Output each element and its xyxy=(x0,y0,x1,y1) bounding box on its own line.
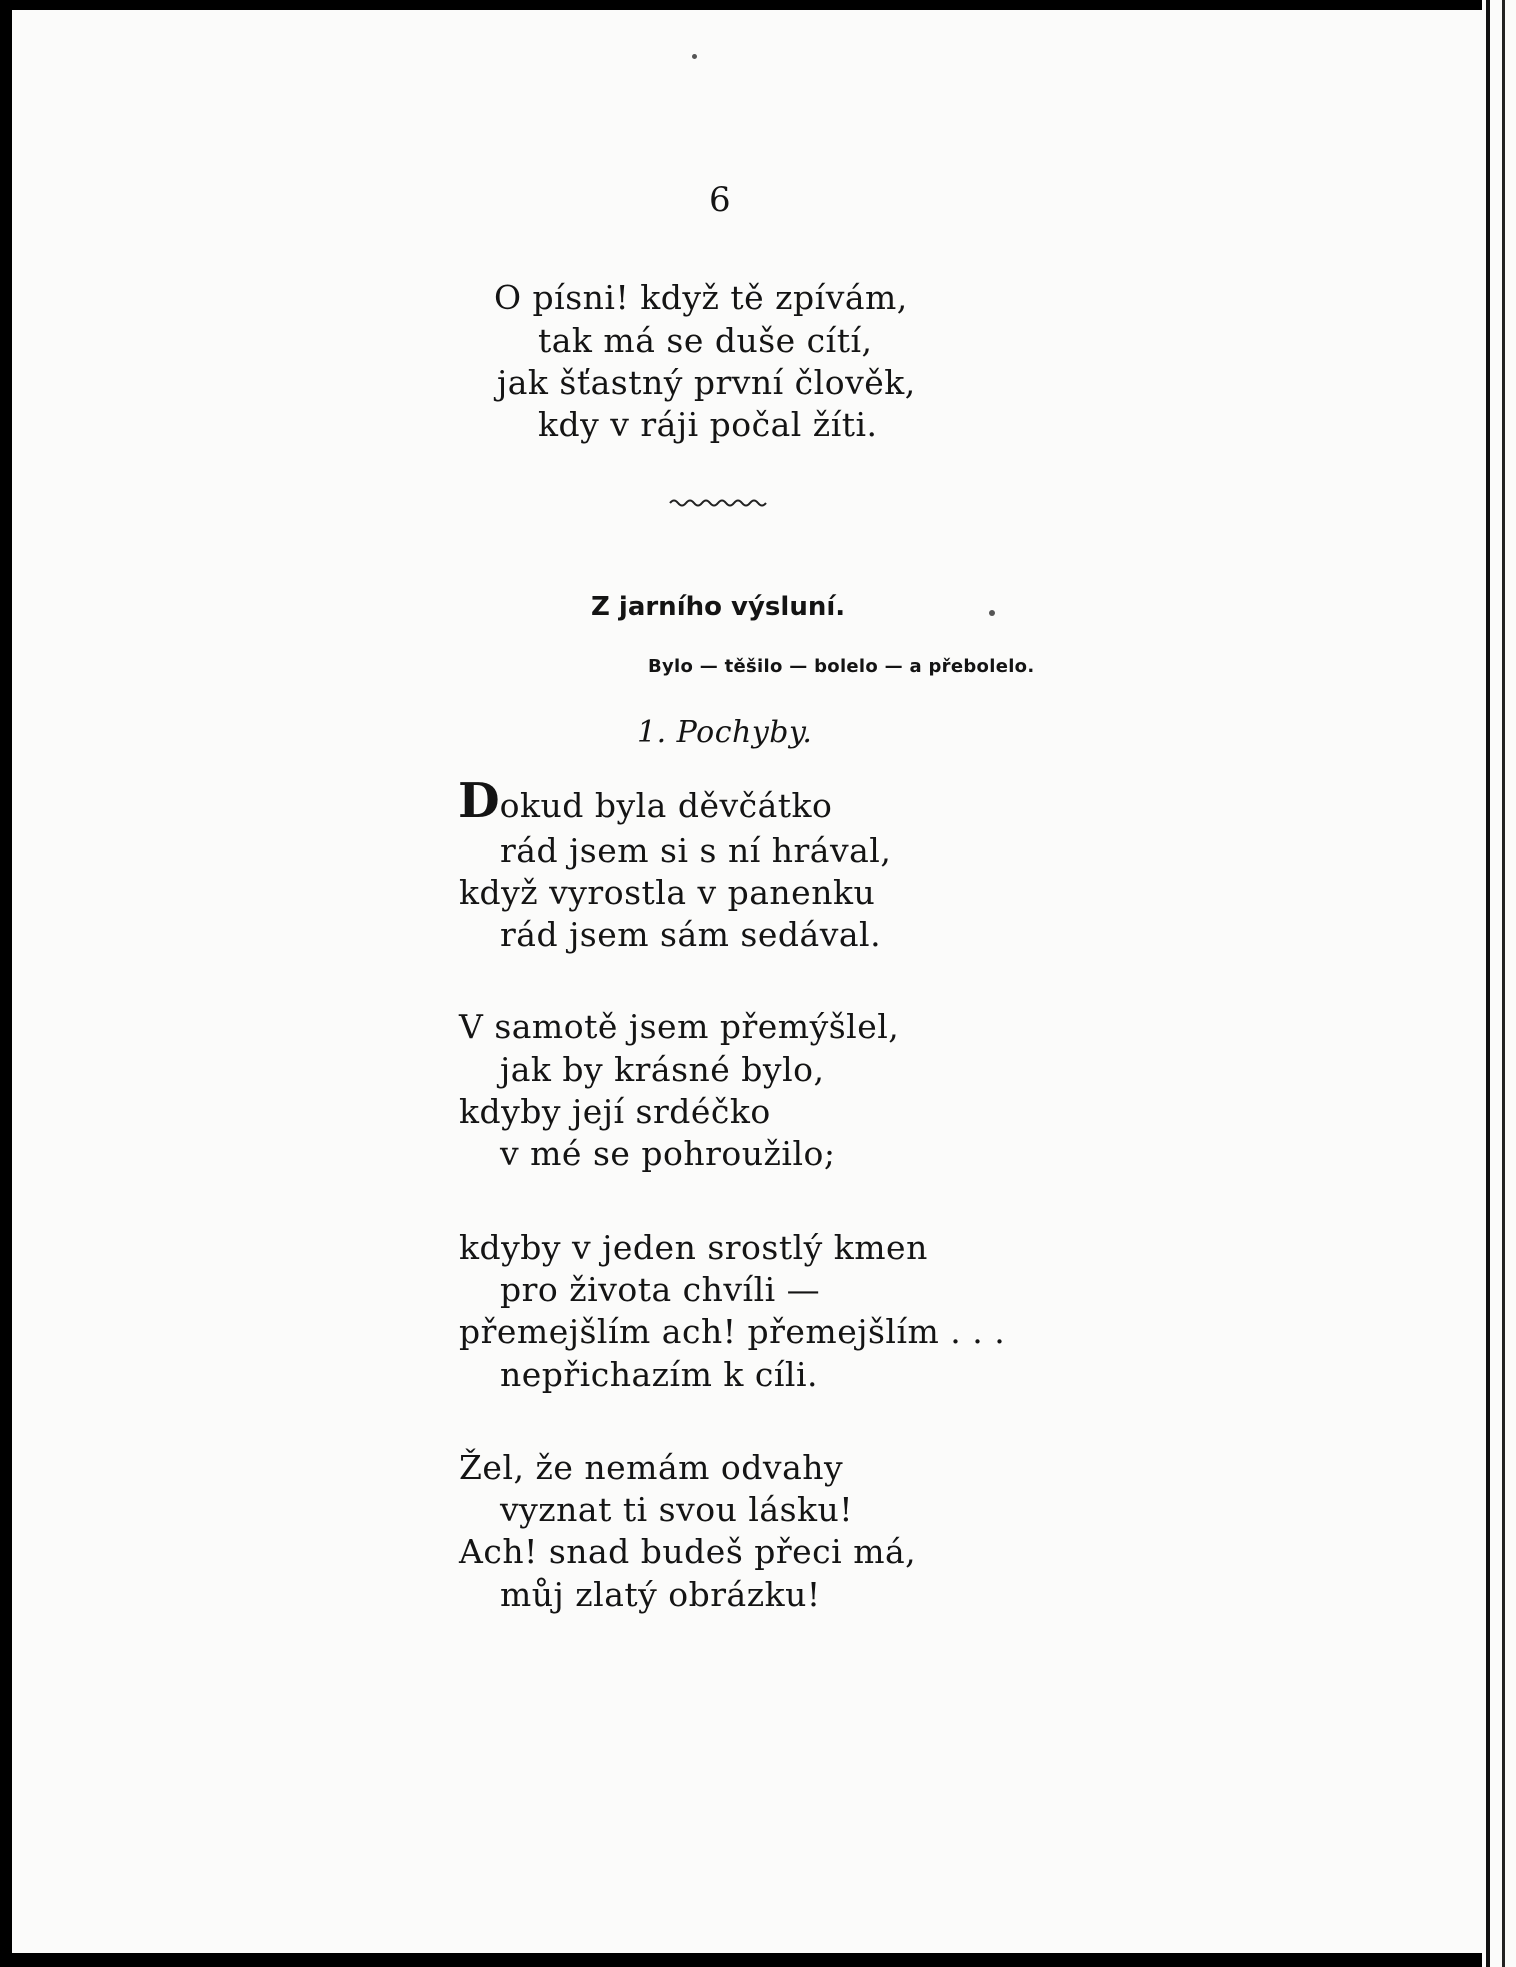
poem-line: když vyrostla v panenku xyxy=(459,873,876,912)
edge-line xyxy=(1486,0,1490,1967)
page-edge xyxy=(1482,0,1516,1967)
ink-speck xyxy=(692,54,697,59)
section-title: Z jarního výsluní. xyxy=(591,592,846,622)
intro-line: kdy v ráji počal žíti. xyxy=(538,405,878,444)
poem-title: 1. Pochyby. xyxy=(637,715,813,750)
motto: Bylo — těšilo — bolelo — a přebolelo. xyxy=(648,656,1035,677)
poem-line: Ach! snad budeš přeci má, xyxy=(459,1532,917,1571)
poem-first-line-rest: okud byla děvčátko xyxy=(499,786,833,825)
poem-line: Žel, že nemám odvahy xyxy=(459,1448,844,1487)
intro-line: jak šťastný první člověk, xyxy=(497,363,916,402)
ink-speck xyxy=(989,610,995,616)
poem-line: rád jsem sám sedával. xyxy=(500,915,882,954)
page-number: 6 xyxy=(709,180,732,220)
poem-line: v mé se pohroužilo; xyxy=(500,1134,836,1173)
poem-line: vyznat ti svou lásku! xyxy=(500,1490,854,1529)
poem-line: rád jsem si s ní hrával, xyxy=(500,831,892,870)
poem-line: pro života chvíli — xyxy=(500,1270,821,1309)
poem-first-line xyxy=(458,773,833,829)
wavy-divider-ornament xyxy=(668,495,768,509)
edge-line xyxy=(1502,0,1505,1967)
drop-cap: D xyxy=(458,773,500,829)
poem-line: kdyby její srdéčko xyxy=(459,1092,771,1131)
intro-line: tak má se duše cítí, xyxy=(538,321,873,360)
poem-line: kdyby v jeden srostlý kmen xyxy=(459,1228,928,1267)
poem-line: V samotě jsem přemýšlel, xyxy=(459,1007,900,1046)
intro-line: O písni! když tě zpívám, xyxy=(494,278,908,317)
poem-line: nepřichazím k cíli. xyxy=(500,1355,818,1394)
poem-line: jak by krásné bylo, xyxy=(500,1050,825,1089)
poem-line: přemejšlím ach! přemejšlím . . . xyxy=(459,1312,1006,1351)
poem-line: můj zlatý obrázku! xyxy=(500,1575,821,1614)
